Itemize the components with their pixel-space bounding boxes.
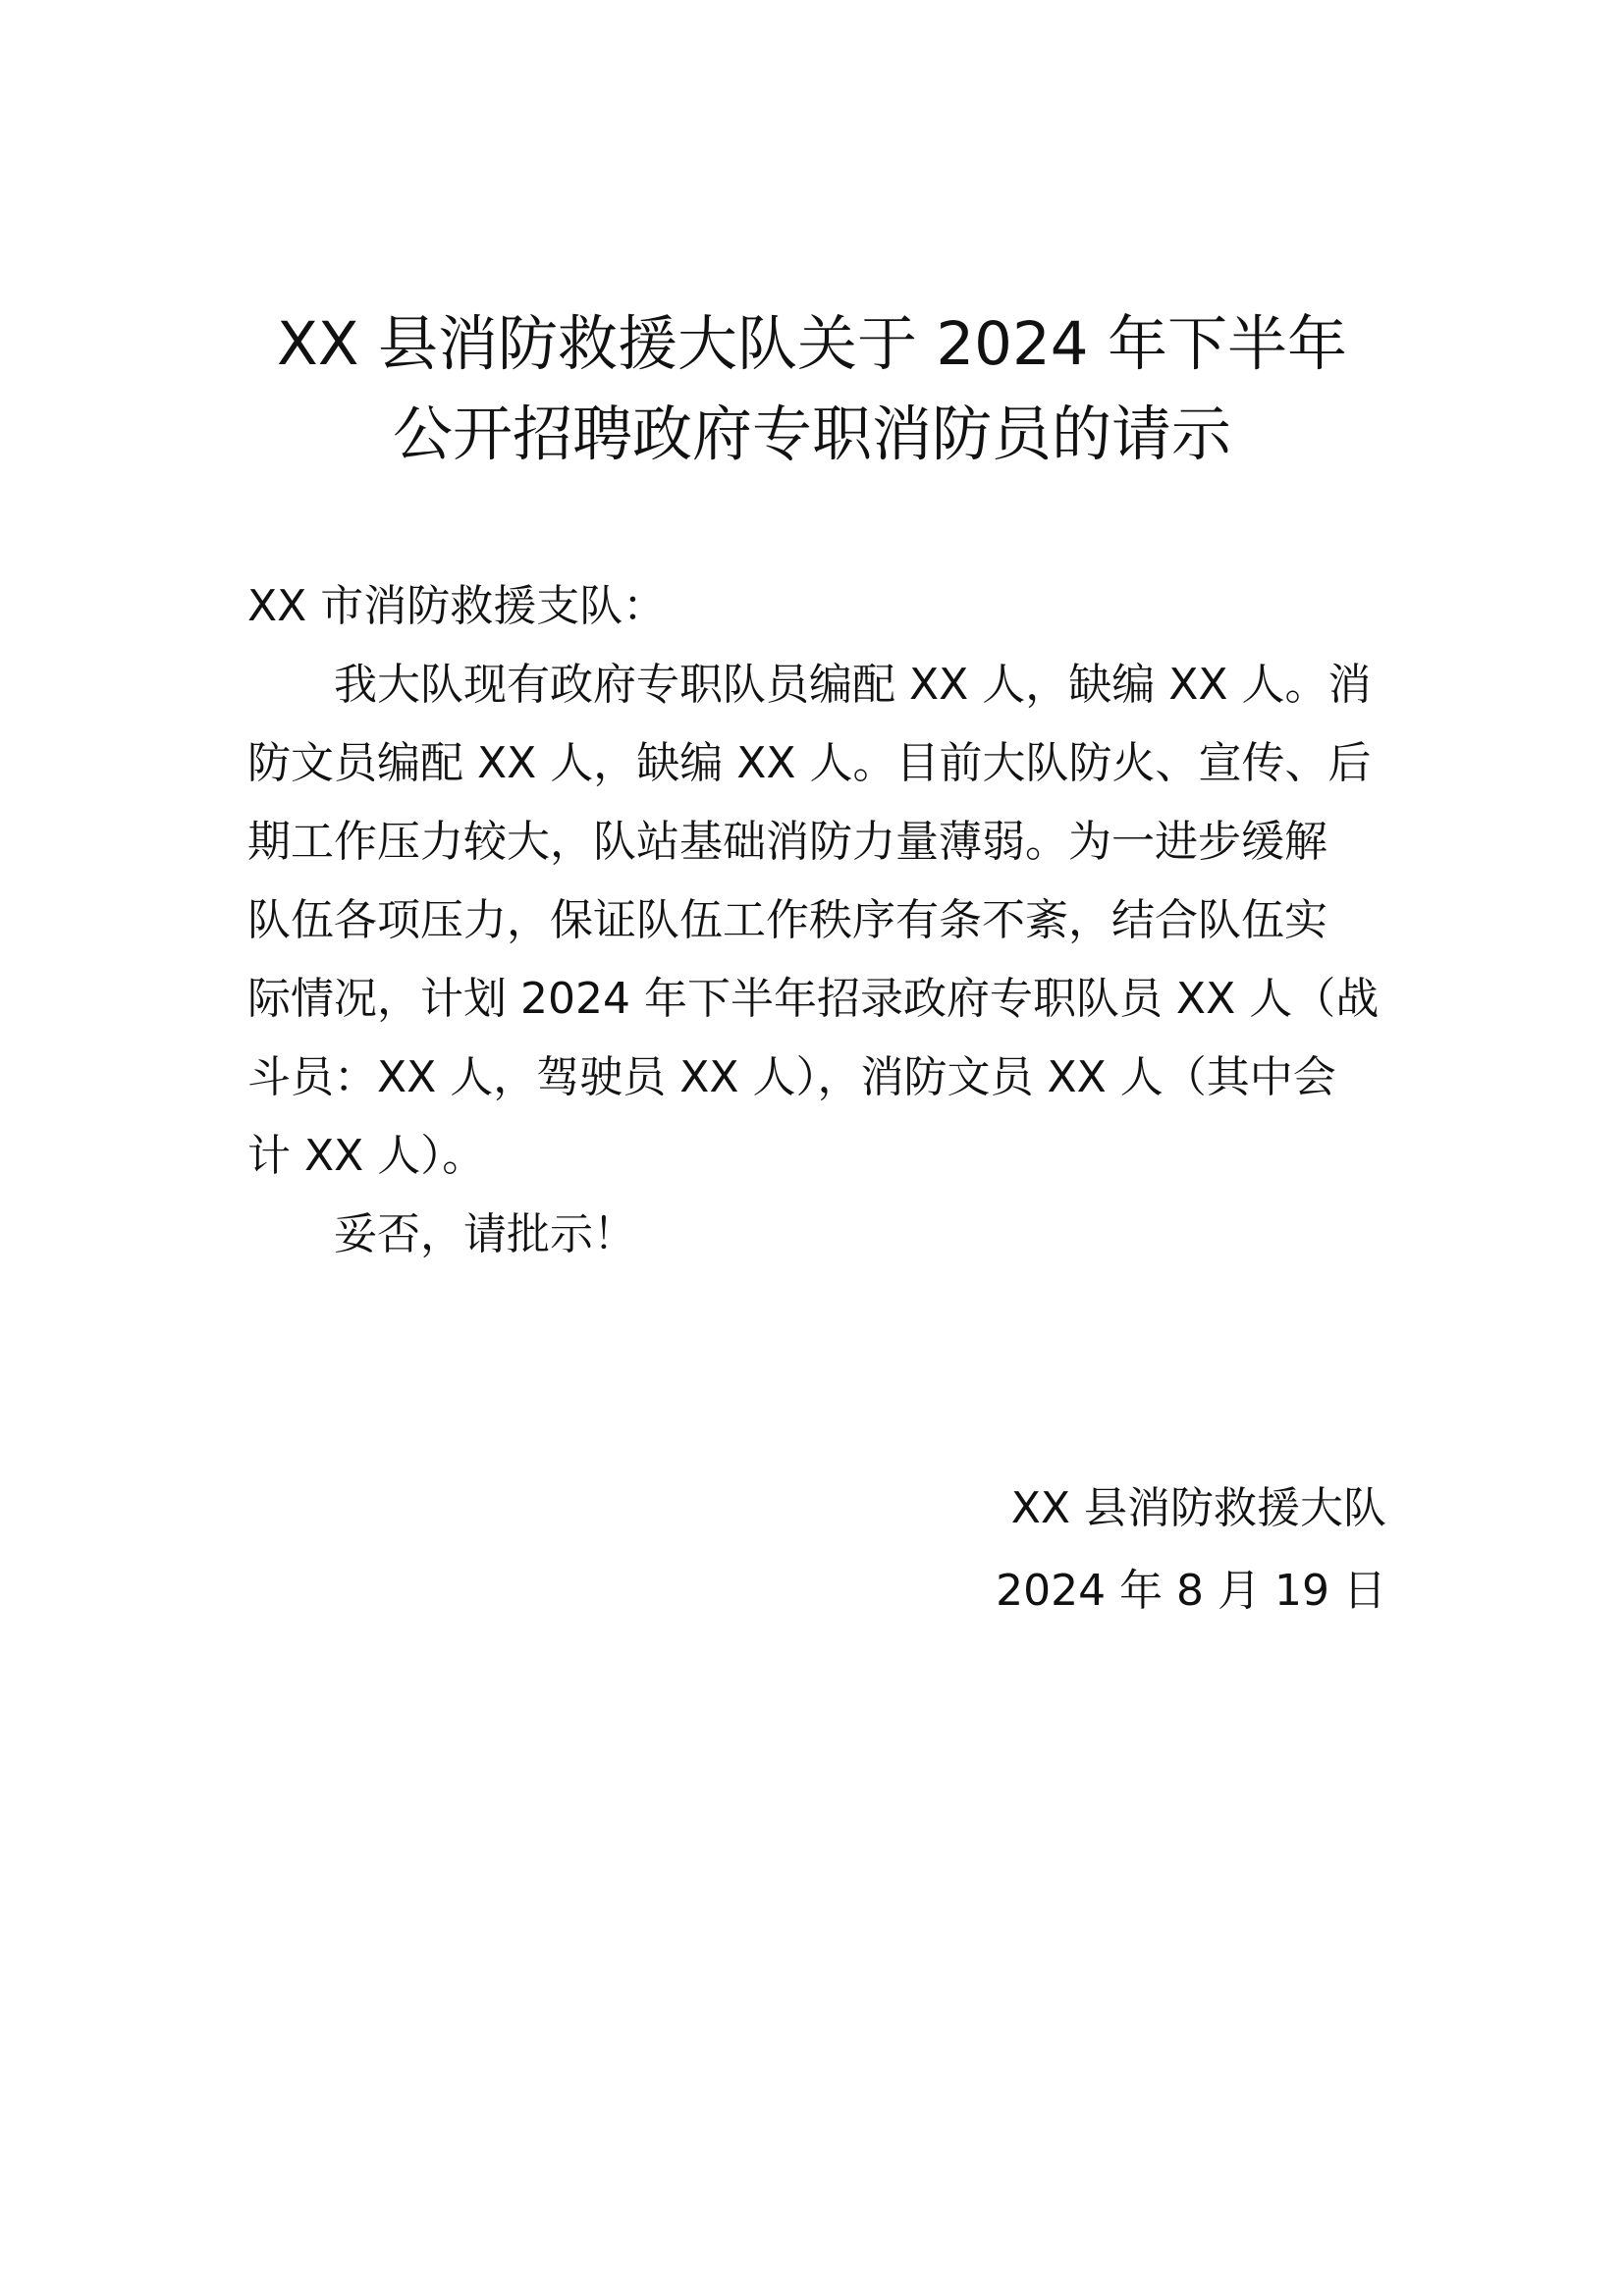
signature-date: 2024 年 8 月 19 日	[996, 1566, 1386, 1616]
body-line: 计 XX 人）。	[247, 1131, 486, 1181]
body-line: 防文员编配 XX 人，缺编 XX 人。目前大队防火、宣传、后	[247, 738, 1372, 788]
body-line: 我大队现有政府专职队员编配 XX 人，缺编 XX 人。消	[334, 660, 1372, 710]
document-title	[147, 299, 1477, 480]
signature-block	[996, 1469, 1386, 1630]
document-body	[247, 567, 1386, 1274]
body-line: 际情况，计划 2024 年下半年招录政府专职队员 XX 人（战	[247, 974, 1380, 1024]
title-line-2: 公开招聘政府专职消防员的请示	[392, 400, 1231, 469]
title-line-1: XX 县消防救援大队关于 2024 年下半年	[277, 309, 1347, 379]
closing-line: 妥否，请批示！	[334, 1209, 636, 1259]
salutation: XX 市消防救援支队：	[247, 581, 667, 631]
body-line: 斗员：XX 人，驾驶员 XX 人），消防文员 XX 人（其中会	[247, 1052, 1336, 1102]
body-line: 队伍各项压力，保证队伍工作秩序有条不紊，结合队伍实	[247, 895, 1327, 945]
body-line: 期工作压力较大，队站基础消防力量薄弱。为一进步缓解	[247, 817, 1327, 867]
signature-organization: XX 县消防救援大队	[1010, 1483, 1386, 1533]
